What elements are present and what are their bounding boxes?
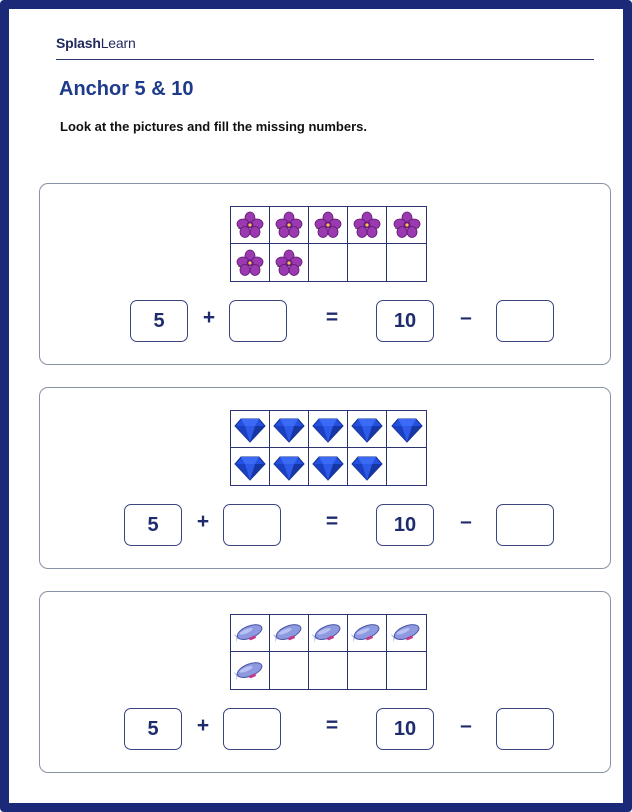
- ten-frame-cell: [348, 448, 387, 485]
- equals-sign: =: [325, 510, 339, 533]
- diamond-icon: [391, 414, 423, 444]
- ten-frame-cell: [270, 207, 309, 244]
- diamond-icon: [273, 414, 305, 444]
- ten-frame-cell: [309, 244, 348, 281]
- answer-blank-2[interactable]: [496, 300, 554, 342]
- problem-card-2: [39, 387, 611, 569]
- diamond-icon: [234, 414, 266, 444]
- problem-card-1: [39, 183, 611, 365]
- flower-icon: [234, 248, 266, 278]
- plus-sign: +: [196, 510, 210, 533]
- ten-frame: [230, 410, 427, 486]
- minus-sign: –: [460, 510, 472, 533]
- problem-card-3: [39, 591, 611, 773]
- plus-sign: +: [196, 714, 210, 737]
- blimp-icon: [234, 618, 266, 648]
- flower-icon: [273, 210, 305, 240]
- ten-frame-cell: [309, 652, 348, 689]
- brand-regular: Learn: [100, 35, 136, 51]
- blimp-icon: [273, 618, 305, 648]
- diamond-icon: [312, 414, 344, 444]
- flower-icon: [312, 210, 344, 240]
- blimp-icon: [391, 618, 423, 648]
- brand-logo: [56, 35, 136, 51]
- ten-frame: [230, 614, 427, 690]
- worksheet-title: Anchor 5 & 10: [59, 78, 194, 100]
- ten-frame-cell: [348, 244, 387, 281]
- ten-frame-cell: [309, 411, 348, 448]
- ten-frame-cell: [231, 448, 270, 485]
- ten-frame-cell: [348, 207, 387, 244]
- ten-frame-cell: [348, 411, 387, 448]
- ten-frame-cell: [387, 244, 426, 281]
- diamond-icon: [273, 452, 305, 482]
- blimp-icon: [312, 618, 344, 648]
- ten-frame: [230, 206, 427, 282]
- blimp-icon: [234, 656, 266, 686]
- total-ten: 10: [376, 300, 434, 342]
- answer-blank-1[interactable]: [223, 708, 281, 750]
- equals-sign: =: [325, 306, 339, 329]
- instructions: Look at the pictures and fill the missing numbers.: [60, 119, 367, 134]
- ten-frame-cell: [387, 411, 426, 448]
- ten-frame-cell: [270, 411, 309, 448]
- ten-frame-cell: [231, 411, 270, 448]
- total-ten: 10: [376, 504, 434, 546]
- ten-frame-cell: [270, 448, 309, 485]
- flower-icon: [234, 210, 266, 240]
- blimp-icon: [351, 618, 383, 648]
- answer-blank-2[interactable]: [496, 504, 554, 546]
- answer-blank-1[interactable]: [223, 504, 281, 546]
- diamond-icon: [234, 452, 266, 482]
- header-divider: [56, 59, 594, 60]
- first-addend: 5: [124, 504, 182, 546]
- ten-frame-cell: [309, 207, 348, 244]
- ten-frame-cell: [309, 615, 348, 652]
- ten-frame-cell: [387, 207, 426, 244]
- flower-icon: [351, 210, 383, 240]
- ten-frame-cell: [231, 615, 270, 652]
- ten-frame-cell: [231, 244, 270, 281]
- ten-frame-cell: [270, 652, 309, 689]
- first-addend: 5: [130, 300, 188, 342]
- flower-icon: [273, 248, 305, 278]
- ten-frame-cell: [387, 652, 426, 689]
- minus-sign: –: [460, 306, 472, 329]
- diamond-icon: [312, 452, 344, 482]
- total-ten: 10: [376, 708, 434, 750]
- brand-bold: Splash: [56, 35, 101, 51]
- ten-frame-cell: [387, 448, 426, 485]
- diamond-icon: [351, 414, 383, 444]
- ten-frame-cell: [348, 652, 387, 689]
- ten-frame-cell: [387, 615, 426, 652]
- first-addend: 5: [124, 708, 182, 750]
- ten-frame-cell: [309, 448, 348, 485]
- ten-frame-cell: [348, 615, 387, 652]
- diamond-icon: [351, 452, 383, 482]
- flower-icon: [391, 210, 423, 240]
- answer-blank-2[interactable]: [496, 708, 554, 750]
- ten-frame-cell: [231, 652, 270, 689]
- ten-frame-cell: [231, 207, 270, 244]
- ten-frame-cell: [270, 615, 309, 652]
- plus-sign: +: [202, 306, 216, 329]
- ten-frame-cell: [270, 244, 309, 281]
- minus-sign: –: [460, 714, 472, 737]
- answer-blank-1[interactable]: [229, 300, 287, 342]
- equals-sign: =: [325, 714, 339, 737]
